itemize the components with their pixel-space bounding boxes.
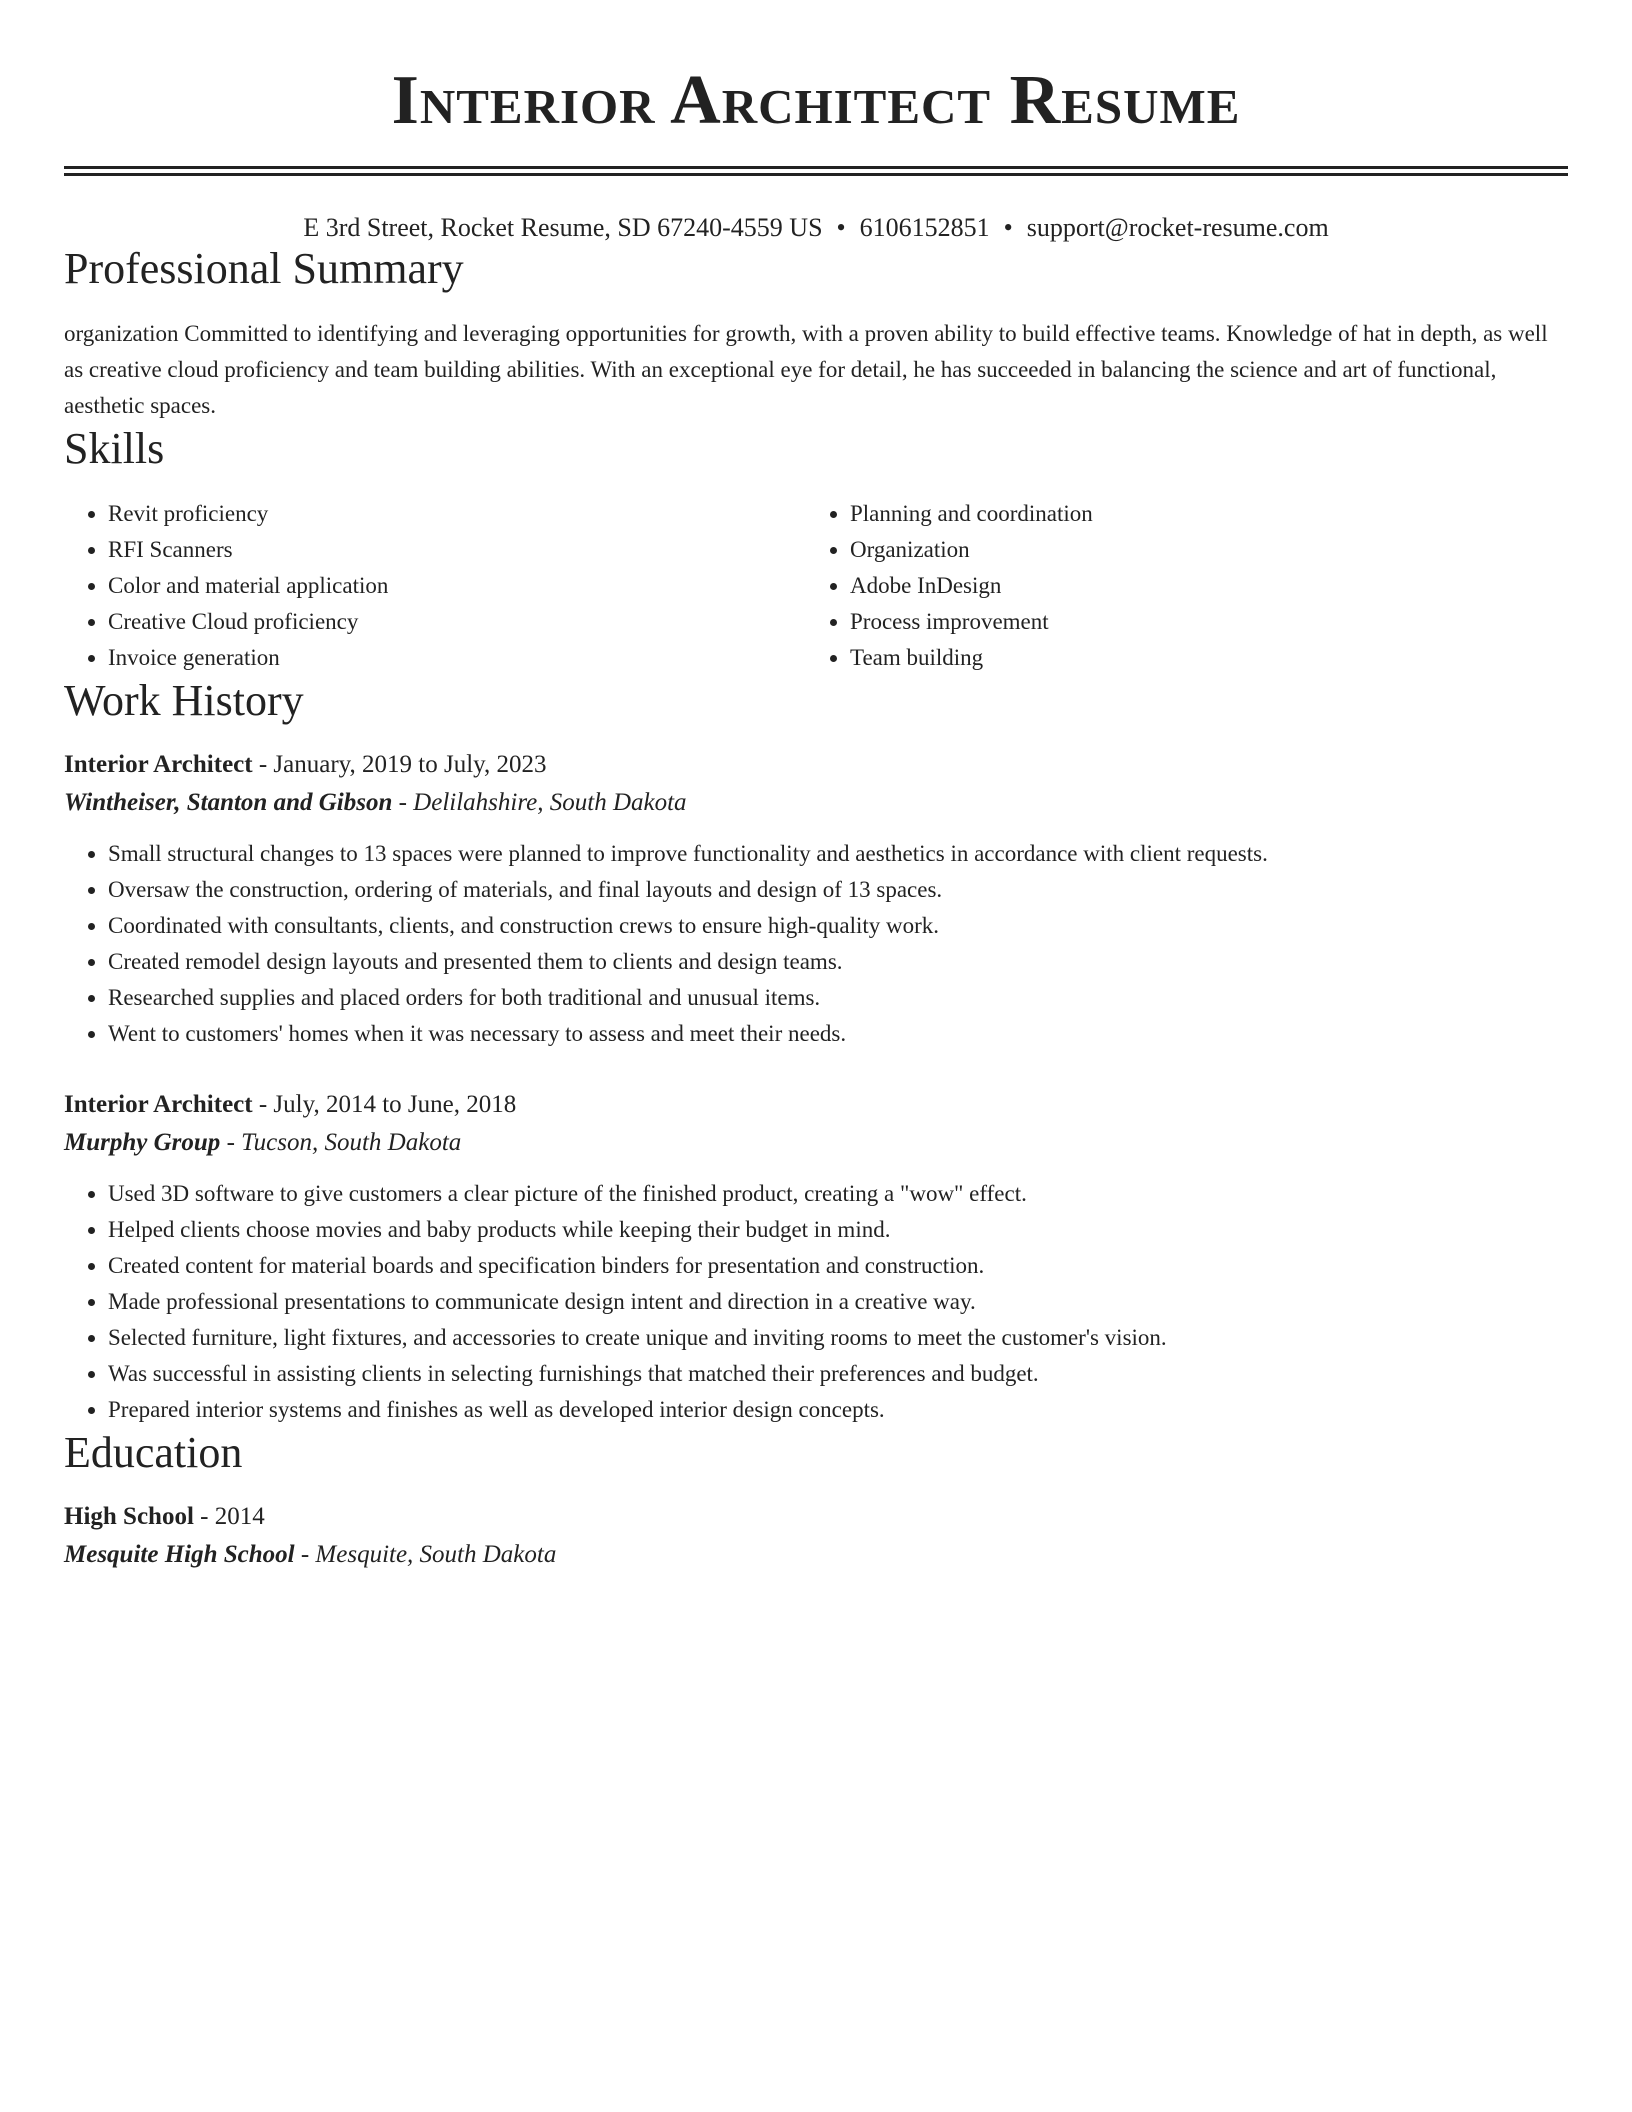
- contact-separator: •: [836, 213, 846, 242]
- skills-column-right: [806, 496, 1548, 676]
- summary-heading: Professional Summary: [64, 244, 464, 293]
- duty-item: • Created remodel design layouts and presented them to clients and design teams.: [108, 944, 1568, 980]
- duty-item: • Prepared interior systems and finishes as well as developed interior design concepts.: [108, 1392, 1568, 1428]
- job-title: Interior Architect: [64, 1091, 253, 1118]
- skill-item: • Organization: [850, 532, 1548, 568]
- employer-name: Wintheiser, Stanton and Gibson: [64, 789, 393, 816]
- resume-page: [64, 0, 1568, 1574]
- duty-item: • Coordinated with consultants, clients, and construction crews to ensure high-quality work.: [108, 908, 1568, 944]
- school-location: - Mesquite, South Dakota: [294, 1541, 557, 1568]
- skills-heading: Skills: [64, 424, 165, 473]
- contact-email: support@rocket-resume.com: [1026, 213, 1329, 242]
- work-history-heading: Work History: [64, 676, 304, 725]
- job-duties: [64, 1176, 1568, 1428]
- skill-item: • Revit proficiency: [108, 496, 806, 532]
- job-duties: [64, 836, 1568, 1052]
- school-name: Mesquite High School: [64, 1541, 295, 1568]
- employer-name: Murphy Group: [64, 1129, 221, 1156]
- employer-location: - Delilahshire, South Dakota: [392, 789, 687, 816]
- skill-item: • Process improvement: [850, 604, 1548, 640]
- job-title-line: [64, 1086, 1568, 1124]
- title-double-rule: [64, 166, 1568, 176]
- contact-address: E 3rd Street, Rocket Resume, SD 67240-4559 US: [303, 213, 823, 242]
- skills-column-left: [64, 496, 806, 676]
- job-title-line: [64, 746, 1568, 784]
- skill-item: • Creative Cloud proficiency: [108, 604, 806, 640]
- employer-location: - Tucson, South Dakota: [220, 1129, 462, 1156]
- skill-item: • Invoice generation: [108, 640, 806, 676]
- education-heading: Education: [64, 1428, 243, 1477]
- job-dates: - January, 2019 to July, 2023: [252, 751, 547, 778]
- job-entry: [64, 746, 1568, 1052]
- contact-separator: •: [1003, 213, 1013, 242]
- job-entry: [64, 1086, 1568, 1428]
- duty-item: • Researched supplies and placed orders for both traditional and unusual items.: [108, 980, 1568, 1016]
- skill-item: • Planning and coordination: [850, 496, 1548, 532]
- skill-item: • Color and material application: [108, 568, 806, 604]
- resume-title: Interior Architect Resume: [391, 62, 1241, 139]
- duty-item: • Used 3D software to give customers a clear picture of the finished product, creating a "wow" effect.: [108, 1176, 1568, 1212]
- employer-line: [64, 1124, 1568, 1162]
- degree-year: - 2014: [193, 1503, 265, 1530]
- job-title: Interior Architect: [64, 751, 253, 778]
- duty-item: • Went to customers' homes when it was necessary to assess and meet their needs.: [108, 1016, 1568, 1052]
- job-dates: - July, 2014 to June, 2018: [252, 1091, 517, 1118]
- skill-item: • RFI Scanners: [108, 532, 806, 568]
- school-line: [64, 1536, 1568, 1574]
- skills-list: [64, 496, 1568, 676]
- duty-item: • Oversaw the construction, ordering of materials, and final layouts and design of 13 spaces.: [108, 872, 1568, 908]
- summary-text: organization Committed to identifying and leveraging opportunities for growth, with a proven ability to build effective teams. Knowledge of hat in depth, as well as creative cloud proficiency and team building abilities. With an exceptional eye for detail, he has succeeded in balancing the science and art of functional, aesthetic spaces.: [64, 321, 1548, 418]
- contact-line: [64, 212, 1568, 244]
- degree-name: High School: [64, 1503, 194, 1530]
- degree-line: [64, 1498, 1568, 1536]
- skill-item: • Team building: [850, 640, 1548, 676]
- contact-phone: 6106152851: [859, 213, 990, 242]
- duty-item: • Helped clients choose movies and baby products while keeping their budget in mind.: [108, 1212, 1568, 1248]
- duty-item: • Created content for material boards and specification binders for presentation and construction.: [108, 1248, 1568, 1284]
- skill-item: • Adobe InDesign: [850, 568, 1548, 604]
- duty-item: • Made professional presentations to communicate design intent and direction in a creative way.: [108, 1284, 1568, 1320]
- duty-item: • Small structural changes to 13 spaces were planned to improve functionality and aesthetics in accordance with client requests.: [108, 836, 1568, 872]
- duty-item: • Selected furniture, light fixtures, and accessories to create unique and inviting rooms to meet the customer's vision.: [108, 1320, 1568, 1356]
- duty-item: • Was successful in assisting clients in selecting furnishings that matched their preferences and budget.: [108, 1356, 1568, 1392]
- employer-line: [64, 784, 1568, 822]
